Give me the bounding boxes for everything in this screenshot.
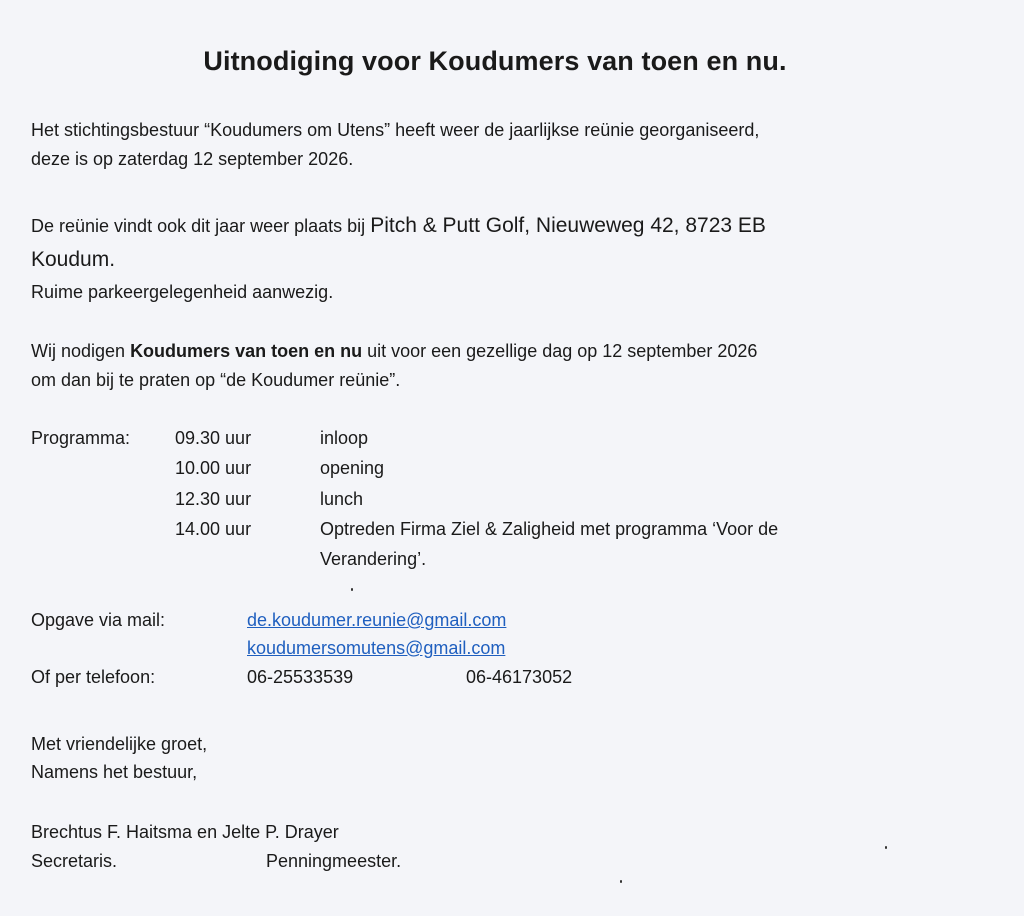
scan-speck <box>620 880 622 883</box>
program-activity: opening <box>320 458 385 478</box>
intro-line-2: deze is op zaterdag 12 september 2026. <box>31 149 354 169</box>
scan-speck <box>351 588 353 591</box>
phone-label: Of per telefoon: <box>31 667 156 687</box>
email-link-reunie[interactable]: de.koudumer.reunie@gmail.com <box>247 610 507 630</box>
invite-bold: Koudumers van toen en nu <box>130 341 363 361</box>
mail-label: Opgave via mail: <box>31 610 166 630</box>
invite-line-1 <box>31 341 757 362</box>
email-link-utens[interactable]: koudumersomutens@gmail.com <box>247 638 506 658</box>
invite-line-2: om dan bij te praten op “de Koudumer reünie”. <box>31 370 401 390</box>
signatory-names: Brechtus F. Haitsma en Jelte P. Drayer <box>31 822 339 842</box>
program-time: 12.30 uur <box>175 489 252 509</box>
role-secretary: Secretaris. <box>31 851 118 871</box>
invite-before: Wij nodigen <box>31 341 131 361</box>
greeting: Met vriendelijke groet, <box>31 734 208 754</box>
program-activity: inloop <box>320 428 369 448</box>
program-activity-continued: Verandering’. <box>320 549 427 569</box>
program-label: Programma: <box>31 428 131 448</box>
phone-number-1: 06-25533539 <box>247 667 354 687</box>
parking-note: Ruime parkeergelegenheid aanwezig. <box>31 282 334 302</box>
program-activity: Optreden Firma Ziel & Zaligheid met programma ‘Voor de <box>320 519 779 539</box>
role-treasurer: Penningmeester. <box>266 851 402 871</box>
program-time: 14.00 uur <box>175 519 252 539</box>
venue-lead: De reünie vindt ook dit jaar weer plaats bij <box>31 216 371 236</box>
venue-address: Pitch & Putt Golf, Nieuweweg 42, 8723 EB <box>370 214 766 237</box>
on-behalf: Namens het bestuur, <box>31 762 198 782</box>
phone-number-2: 06-46173052 <box>466 667 573 687</box>
invite-after: uit voor een gezellige dag op 12 september 2026 <box>362 341 758 361</box>
intro-line-1: Het stichtingsbestuur “Koudumers om Utens” heeft weer de jaarlijkse reünie georganiseerd, <box>31 120 760 140</box>
program-time: 09.30 uur <box>175 428 252 448</box>
scan-speck <box>885 846 887 849</box>
venue-line <box>31 214 766 238</box>
page-title: Uitnodiging voor Koudumers van toen en nu. <box>203 46 787 76</box>
program-activity: lunch <box>320 489 364 509</box>
program-time: 10.00 uur <box>175 458 252 478</box>
venue-city: Koudum. <box>31 248 116 271</box>
